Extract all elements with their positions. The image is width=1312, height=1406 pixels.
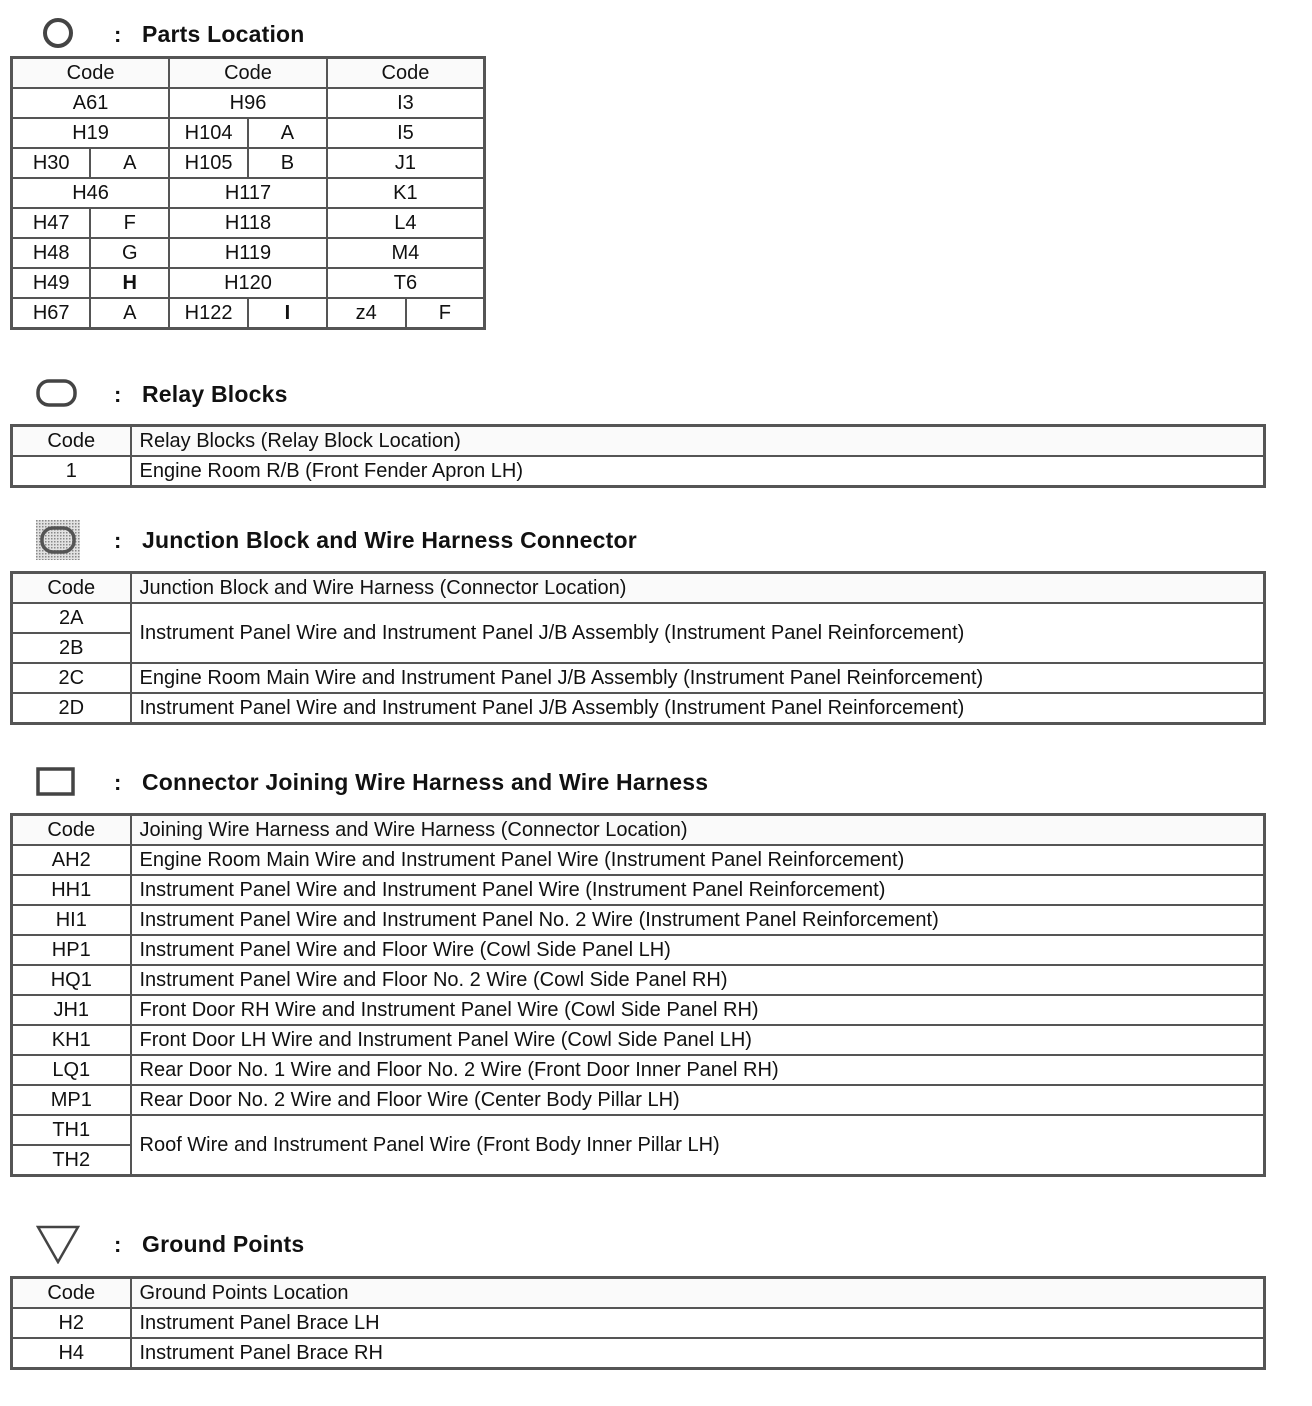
description-cell: Roof Wire and Instrument Panel Wire (Front Body Inner Pillar LH) — [131, 1115, 1265, 1176]
triangle-down-icon — [36, 1224, 80, 1264]
code-cell: JH1 — [12, 995, 131, 1025]
rectangle-icon — [36, 762, 80, 802]
description-cell: Instrument Panel Wire and Instrument Panel J/B Assembly (Instrument Panel Reinforcement) — [131, 603, 1265, 663]
table-row — [12, 118, 485, 148]
code-cell: H19 — [12, 118, 170, 148]
table-row — [12, 1055, 1265, 1085]
code-cell: H122 — [169, 298, 248, 329]
section-title: Ground Points — [142, 1231, 305, 1257]
description-cell: Instrument Panel Wire and Instrument Panel J/B Assembly (Instrument Panel Reinforcement) — [131, 693, 1265, 724]
table-row — [12, 268, 485, 298]
code-cell: H105 — [169, 148, 248, 178]
code-cell: H30 — [12, 148, 91, 178]
table-row — [12, 148, 485, 178]
code-cell: HQ1 — [12, 965, 131, 995]
code-cell: KH1 — [12, 1025, 131, 1055]
code-cell: H120 — [169, 268, 327, 298]
colon: : — [114, 770, 122, 795]
code-cell: H2 — [12, 1308, 131, 1338]
table-row — [12, 603, 1265, 633]
code-cell: J1 — [327, 148, 485, 178]
header-cell: Relay Blocks (Relay Block Location) — [131, 426, 1265, 457]
table-row — [12, 298, 485, 329]
location-letter-cell: H — [90, 268, 169, 298]
location-letter-cell: A — [90, 148, 169, 178]
code-cell: H49 — [12, 268, 91, 298]
header-cell: Ground Points Location — [131, 1278, 1265, 1309]
table-row — [12, 995, 1265, 1025]
code-cell: 2D — [12, 693, 131, 724]
code-cell: TH2 — [12, 1145, 131, 1176]
ground-points-table — [10, 1276, 1266, 1370]
description-cell: Engine Room Main Wire and Instrument Panel Wire (Instrument Panel Reinforcement) — [131, 845, 1265, 875]
table-row — [12, 965, 1265, 995]
table-row — [12, 1085, 1265, 1115]
code-cell: MP1 — [12, 1085, 131, 1115]
description-cell: Instrument Panel Brace RH — [131, 1338, 1265, 1369]
description-cell: Rear Door No. 2 Wire and Floor Wire (Center Body Pillar LH) — [131, 1085, 1265, 1115]
table-row — [12, 693, 1265, 724]
rounded-rectangle-icon — [36, 374, 80, 414]
description-cell: Engine Room R/B (Front Fender Apron LH) — [131, 456, 1265, 487]
code-cell: z4 — [327, 298, 406, 329]
table-row — [12, 208, 485, 238]
table-row — [12, 456, 1265, 487]
section-title: Junction Block and Wire Harness Connector — [142, 527, 637, 553]
code-cell: H46 — [12, 178, 170, 208]
code-cell: H118 — [169, 208, 327, 238]
description-cell: Front Door RH Wire and Instrument Panel Wire (Cowl Side Panel RH) — [131, 995, 1265, 1025]
description-cell: Instrument Panel Wire and Instrument Panel Wire (Instrument Panel Reinforcement) — [131, 875, 1265, 905]
header-cell: Junction Block and Wire Harness (Connector Location) — [131, 573, 1265, 604]
code-cell: H104 — [169, 118, 248, 148]
location-letter-cell: F — [406, 298, 485, 329]
table-header-row — [12, 573, 1265, 604]
colon: : — [114, 1232, 122, 1257]
table-row — [12, 238, 485, 268]
description-cell: Front Door LH Wire and Instrument Panel Wire (Cowl Side Panel LH) — [131, 1025, 1265, 1055]
header-cell: Code — [12, 573, 131, 604]
table-row — [12, 663, 1265, 693]
code-cell: HP1 — [12, 935, 131, 965]
description-cell: Instrument Panel Wire and Floor Wire (Cowl Side Panel LH) — [131, 935, 1265, 965]
description-cell: Rear Door No. 1 Wire and Floor No. 2 Wire (Front Door Inner Panel RH) — [131, 1055, 1265, 1085]
junction-block-heading — [0, 520, 1000, 560]
code-cell: 1 — [12, 456, 131, 487]
parts-location-heading — [0, 14, 1000, 54]
code-cell: H48 — [12, 238, 91, 268]
table-row — [12, 88, 485, 118]
table-row — [12, 1338, 1265, 1369]
location-letter-cell: I — [248, 298, 327, 329]
relay-blocks-heading — [0, 374, 1000, 414]
location-letter-cell: A — [90, 298, 169, 329]
table-header-row — [12, 58, 485, 89]
table-row — [12, 875, 1265, 905]
code-cell: A61 — [12, 88, 170, 118]
code-cell: M4 — [327, 238, 485, 268]
section-title: Connector Joining Wire Harness and Wire Harness — [142, 769, 709, 795]
table-row — [12, 1025, 1265, 1055]
colon: : — [114, 382, 122, 407]
code-cell: I3 — [327, 88, 485, 118]
code-cell: H4 — [12, 1338, 131, 1369]
code-cell: I5 — [327, 118, 485, 148]
header-cell: Code — [327, 58, 485, 89]
code-cell: 2A — [12, 603, 131, 633]
location-letter-cell: F — [90, 208, 169, 238]
ground-points-heading — [0, 1224, 1000, 1264]
section-title: Parts Location — [142, 21, 305, 47]
section-title: Relay Blocks — [142, 381, 288, 407]
code-cell: H117 — [169, 178, 327, 208]
junction-block-table — [10, 571, 1266, 725]
parts-location-table — [10, 56, 486, 330]
connector-joining-heading — [0, 762, 1000, 802]
location-letter-cell: G — [90, 238, 169, 268]
description-cell: Instrument Panel Brace LH — [131, 1308, 1265, 1338]
table-row — [12, 1115, 1265, 1145]
code-cell: H67 — [12, 298, 91, 329]
table-header-row — [12, 1278, 1265, 1309]
header-cell: Code — [12, 1278, 131, 1309]
header-cell: Code — [12, 58, 170, 89]
code-cell: H119 — [169, 238, 327, 268]
table-row — [12, 178, 485, 208]
code-cell: AH2 — [12, 845, 131, 875]
table-row — [12, 905, 1265, 935]
code-cell: 2C — [12, 663, 131, 693]
code-cell: K1 — [327, 178, 485, 208]
relay-blocks-table — [10, 424, 1266, 488]
description-cell: Engine Room Main Wire and Instrument Panel J/B Assembly (Instrument Panel Reinforcement) — [131, 663, 1265, 693]
table-row — [12, 1308, 1265, 1338]
header-cell: Joining Wire Harness and Wire Harness (Connector Location) — [131, 815, 1265, 846]
location-letter-cell: B — [248, 148, 327, 178]
code-cell: LQ1 — [12, 1055, 131, 1085]
circle-icon — [36, 14, 80, 54]
colon: : — [114, 528, 122, 553]
code-cell: TH1 — [12, 1115, 131, 1145]
table-row — [12, 845, 1265, 875]
description-cell: Instrument Panel Wire and Instrument Panel No. 2 Wire (Instrument Panel Reinforcement) — [131, 905, 1265, 935]
location-letter-cell: A — [248, 118, 327, 148]
table-header-row — [12, 815, 1265, 846]
header-cell: Code — [169, 58, 327, 89]
code-cell: L4 — [327, 208, 485, 238]
shaded-rounded-rectangle-icon — [36, 520, 80, 560]
connector-joining-table — [10, 813, 1266, 1177]
header-cell: Code — [12, 815, 131, 846]
description-cell: Instrument Panel Wire and Floor No. 2 Wire (Cowl Side Panel RH) — [131, 965, 1265, 995]
colon: : — [114, 22, 122, 47]
table-header-row — [12, 426, 1265, 457]
code-cell: T6 — [327, 268, 485, 298]
table-row — [12, 935, 1265, 965]
code-cell: HI1 — [12, 905, 131, 935]
code-cell: H96 — [169, 88, 327, 118]
code-cell: H47 — [12, 208, 91, 238]
code-cell: 2B — [12, 633, 131, 663]
code-cell: HH1 — [12, 875, 131, 905]
header-cell: Code — [12, 426, 131, 457]
